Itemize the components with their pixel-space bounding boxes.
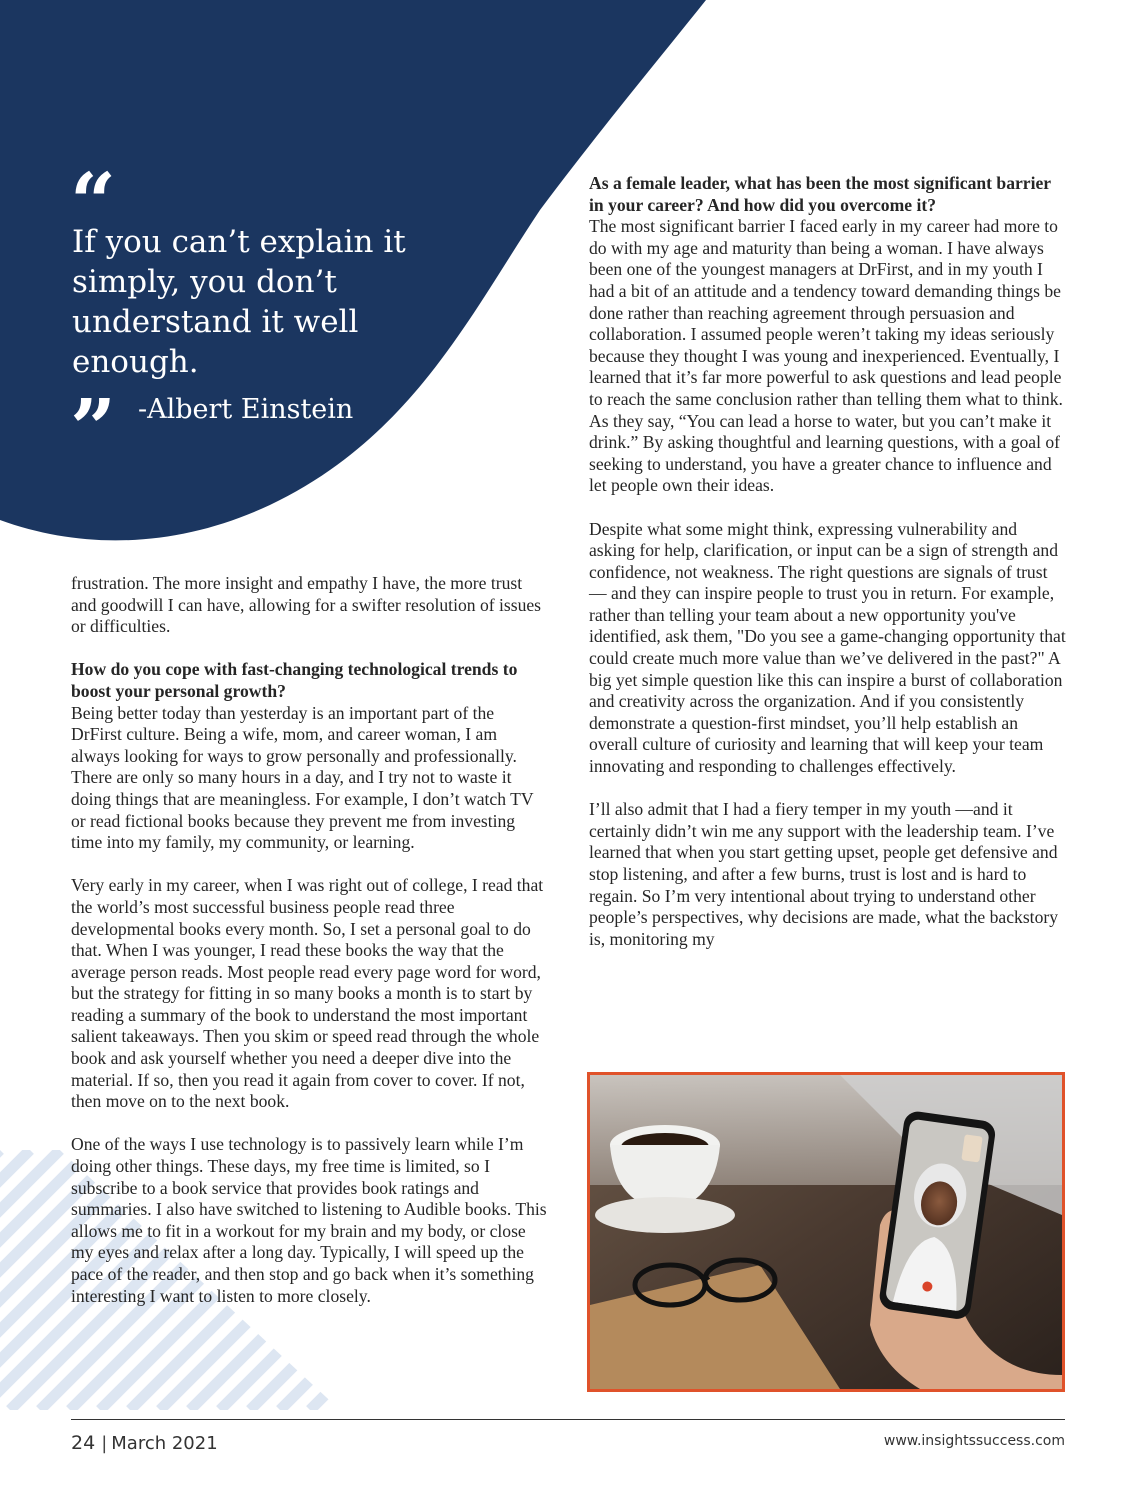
video-call-photo xyxy=(587,1072,1065,1392)
website-url[interactable]: www.insightssuccess.com xyxy=(883,1433,1065,1449)
footer-page-info xyxy=(71,1432,218,1454)
interview-question: How do you cope with fast-changing technological trends to boost your personal growth? xyxy=(71,659,518,701)
paragraph: I’ll also admit that I had a fiery temper in my youth —and it certainly didn’t win me any support with the leadership team. I’ve learned that when you start getting upset, people get defensive and stop listening, and after a few burns, trust is lost and is hard to regain. So I’m very intentional about trying to understand other people’s perspectives, why decisions are made, what the backstory is, monitoring my xyxy=(589,799,1059,949)
quote-author: -Albert Einstein xyxy=(138,394,354,425)
paragraph: Despite what some might think, expressing vulnerability and asking for help, clarification, or input can be a sign of strength and confidence, not weakness. The right questions are signals of trust — and they can inspire people to trust you in return. For example, rather than telling your team about a new opportunity you've identified, ask them, "Do you see a game-changing opportunity that could create much more value than we’ve delivered in the past?" A big yet simple question like this can inspire a burst of collaboration and creativity across the organization. And if you consistently demonstrate a question-first mindset, you’ll help establish an overall culture of curiosity and learning that will keep your team innovating and responding to challenges effectively. xyxy=(589,518,1066,777)
question-block xyxy=(589,173,1067,497)
paragraph: frustration. The more insight and empathy I have, the more trust and goodwill I can have, allowing for a swifter resolution of issues or difficulties. xyxy=(71,573,542,637)
question-block xyxy=(71,659,549,853)
right-article-column xyxy=(589,173,1067,972)
paragraph: Very early in my career, when I was right out of college, I read that the world’s most successful business people read three developmental books every month. So, I set a personal goal to do that. When I was younger, I read these books the way that the average person reads. Most people read every page word for word, but the strategy for fitting in so many books a month is to start by reading a summary of the book to understand the most important salient takeaways. Then you skim or speed read through the whole book and ask yourself whether you need a deeper dive into the material. If so, then you read it again from cover to cover. If not, then move on to the next book. xyxy=(71,875,544,1112)
interview-question: As a female leader, what has been the most significant barrier in your career? And how did you overcome it? xyxy=(589,173,1051,215)
answer-text: Being better today than yesterday is an important part of the DrFirst culture. Being a wife, mom, and career woman, I am always looking for ways to grow personally and professionally. There are only so many hours in a day, and I try not to waste it doing things that are meaningless. For example, I don’t watch TV or read fictional books because they prevent me from investing time into my family, my community, or learning. xyxy=(71,702,534,853)
pull-quote-text: If you can’t explain it simply, you don’t understand it well enough. xyxy=(72,224,406,380)
footer-divider xyxy=(71,1419,1065,1420)
left-article-column xyxy=(71,573,549,1329)
paragraph: One of the ways I use technology is to passively learn while I’m doing other things. These days, my free time is limited, so I subscribe to a book service that provides book ratings and summaries. I also have switched to listening to Audible books. This allows me to fit in a workout for my brain and my body, or close my eyes and relax after a long day. Typically, I will speed up the pace of the reader, and then stop and go back when it’s something interesting I want to listen to more closely. xyxy=(71,1134,547,1306)
page-number: 24 xyxy=(71,1432,96,1454)
footer-separator: | xyxy=(101,1433,108,1454)
answer-text: The most significant barrier I faced early in my career had more to do with my age and maturity than being a woman. I have always been one of the youngest managers at DrFirst, and in my youth I had a bit of an attitude and a tendency toward demanding things be done rather than reaching agreement through persuasion and collaboration. I assumed people weren’t taking my ideas seriously because they thought I was young and inexperienced. Eventually, I learned that it’s far more powerful to ask questions and lead people to reach the same conclusion rather than telling them what to think. As they say, “You can lead a horse to water, but you can’t make it drink.” By asking thoughtful and learning questions, with a goal of seeking to understand, you have a greater chance to influence and let people own their ideas. xyxy=(589,216,1063,496)
open-quote-mark: “ xyxy=(70,155,117,249)
issue-date: March 2021 xyxy=(111,1433,218,1454)
photo-illustration xyxy=(590,1075,1062,1389)
close-quote-mark: ” xyxy=(70,381,117,475)
